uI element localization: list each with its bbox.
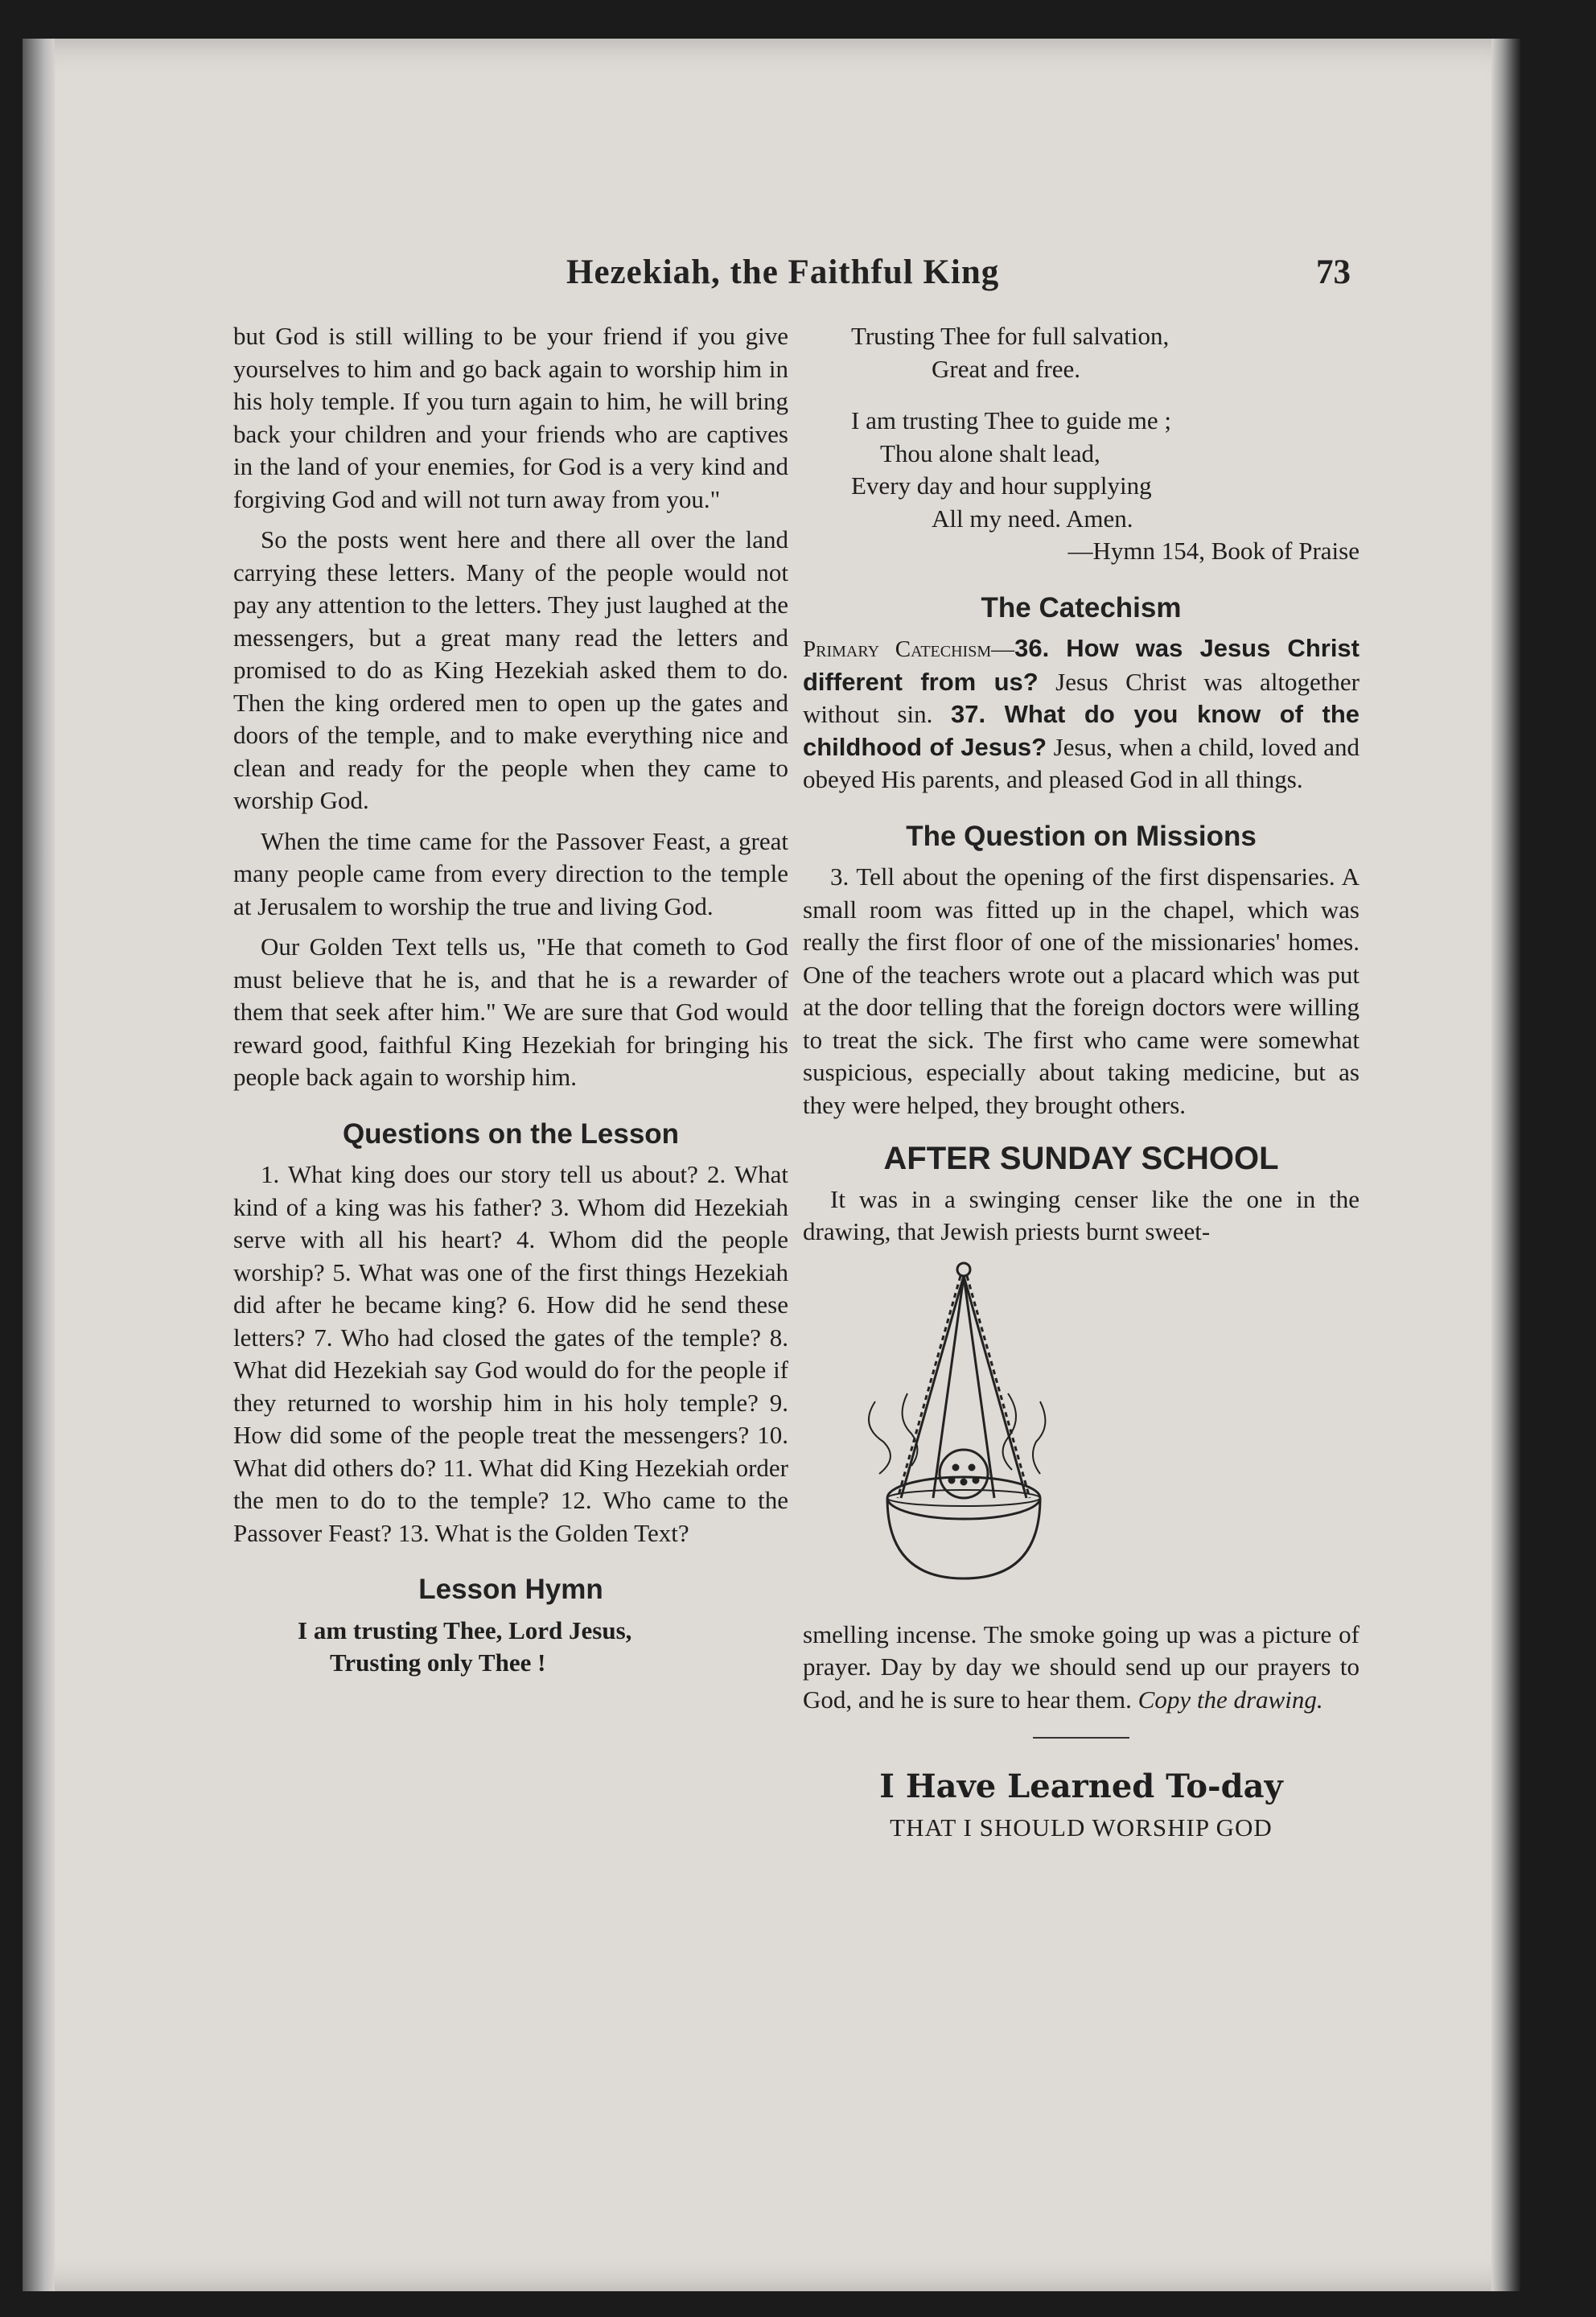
- hymn-continuation: [803, 320, 1359, 568]
- hymn-line: Thou alone shalt lead,: [880, 438, 1100, 467]
- after-school-text-cont: smelling incense. The smoke going up was a picture of prayer. Day by day we should send up our prayers to God, and he is sure to hear them. Copy the drawing.: [803, 1619, 1359, 1714]
- after-school-heading: AFTER SUNDAY SCHOOL: [883, 1141, 1279, 1176]
- right-column: [803, 320, 1359, 1844]
- learned-heading: I Have Learned To-day: [879, 1768, 1283, 1805]
- divider: [1033, 1737, 1129, 1739]
- book-page: [23, 39, 1520, 2291]
- catechism-question: 36. How was Jesus Christ different from us?: [803, 634, 1359, 696]
- hymn-line: Great and free.: [932, 354, 1081, 383]
- catechism-answer: Jesus Christ was altogether without sin.: [803, 667, 1360, 728]
- catechism-question: 37. What do you know of the childhood of Jesus?: [803, 700, 1360, 761]
- hymn-line: I am trusting Thee to guide me ;: [851, 406, 1172, 434]
- censer-illustration: [843, 1257, 1100, 1611]
- hymn-heading: Lesson Hymn: [418, 1574, 603, 1605]
- running-head: Hezekiah, the Faithful King: [566, 253, 1000, 291]
- learned-text: THAT I SHOULD WORSHIP GOD: [890, 1813, 1273, 1842]
- paragraph: So the posts went here and there all over the land carrying these letters. Many of the people would not pay any attention to the letters. They just laughed at the messengers, but a great many read the letters and promised to do as King Hezekiah asked them to do. Then the king ordered men to open up the gates and doors of the temple, and to make everything nice and clean and ready for the people when they came to worship God.: [233, 525, 788, 814]
- hymn-line: Trusting only Thee !: [330, 1648, 546, 1677]
- book-binding: [23, 39, 55, 2291]
- after-school-text: It was in a swinging censer like the one in the drawing, that Jewish priests burnt sweet-: [803, 1184, 1359, 1245]
- page-number: 73: [1316, 253, 1351, 291]
- hymn-line: All my need. Amen.: [932, 504, 1133, 533]
- hymn-source: —Hymn 154, Book of Praise: [1067, 537, 1359, 565]
- catechism-label: Primary Catechism—: [803, 636, 1015, 662]
- hymn-line: Trusting Thee for full salvation,: [851, 322, 1170, 350]
- catechism-text: [803, 632, 1359, 796]
- paragraph: but God is still willing to be your friend if you give yourselves to him and go back again to worship him in his holy temple. If you turn again to him, he will bring back your children and your friends who are captives in the land of your enemies, for God is a very kind and forgiving God and will not turn away from you.": [233, 322, 788, 513]
- page-edge: [1491, 39, 1520, 2291]
- copy-instruction: Copy the drawing.: [1137, 1685, 1323, 1714]
- questions-heading: Questions on the Lesson: [342, 1117, 680, 1150]
- paragraph: When the time came for the Passover Feast, a great many people came from every direction to the temple at Jerusalem to worship the true and living God.: [233, 826, 788, 920]
- hymn-line: Every day and hour supplying: [851, 471, 1152, 500]
- catechism-answer: Jesus, when a child, loved and obeyed His parents, and pleased God in all things.: [803, 732, 1359, 793]
- catechism-heading: The Catechism: [981, 591, 1182, 623]
- left-column: [233, 320, 788, 1680]
- paragraph: Our Golden Text tells us, "He that cometh to God must believe that he is, and that he is a rewarder of them that seek after him." We are sure that God would reward good, faithful King Hezekiah for bringing his people back again to worship him.: [233, 932, 788, 1091]
- hymn-lines: [233, 1615, 788, 1680]
- missions-text: 3. Tell about the opening of the first dispensaries. A small room was fitted up in the chapel, which was really the first floor of one of the missionaries' homes. One of the teachers wrote out a placard which was put at the door telling that the foreign doctors were willing to treat the sick. The first who came were somewhat suspicious, especially about taking medicine, but as they were helped, they brought others.: [803, 862, 1359, 1119]
- missions-heading: The Question on Missions: [906, 820, 1257, 852]
- questions-text: 1. What king does our story tell us about? 2. What kind of a king was his father? 3. Whom did Hezekiah serve with all his heart? 4. Whom did the people worship? 5. What was one of the first things Hezekiah did after he became king? 6. How did he send these letters? 7. Who had closed the gates of the temple? 8. What did Hezekiah say God would do for the people if they returned to worship him in his holy temple? 9. How did some of the people treat the messengers? 10. What did others do? 11. What did King Hezekiah order the men to do to the temple? 12. Who came to the Passover Feast? 13. What is the Golden Text?: [233, 1160, 788, 1547]
- hymn-line: I am trusting Thee, Lord Jesus,: [298, 1615, 632, 1644]
